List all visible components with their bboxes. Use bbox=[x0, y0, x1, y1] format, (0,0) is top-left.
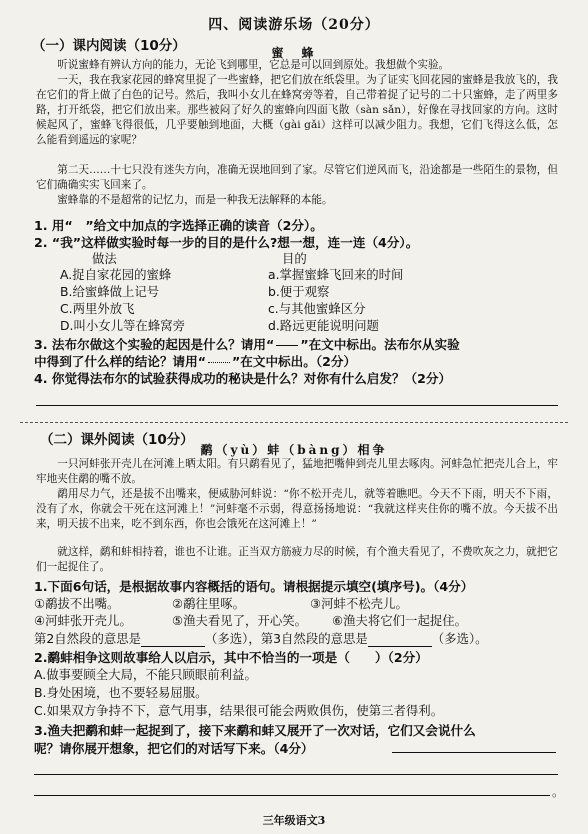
choice-c: C.如果双方争持不下，意气用事，结果很可能会两败俱伤，使第三者得利。 bbox=[34, 703, 444, 718]
passage1-para-3: 第二天……十七只没有迷失方向，准确无误地回到了家。尽管它们逆风而飞，沿途都是一些陌生的景物，但它们确确实实飞回来了。 bbox=[36, 164, 558, 191]
option-3: ③河蚌不松壳儿。 bbox=[310, 596, 408, 611]
s1-question-1: 1. 用“ ”给文中加点的字选择正确的读音（2分）。 bbox=[34, 218, 323, 233]
purpose-d[interactable]: d.路远更能说明问题 bbox=[268, 318, 379, 333]
option-4: ④河蚌张开壳儿。 bbox=[34, 613, 132, 628]
s2-question-2: 2.鹬蚌相争这则故事给人以启示，其中不恰当的一项是（ ）（2分） bbox=[34, 650, 428, 665]
section2-heading: （二）课外阅读（10分） bbox=[40, 432, 194, 448]
choice-a: A.做事要顾全大局，不能只顾眼前利益。 bbox=[34, 667, 257, 682]
s2-question-3-line-1: 3.渔夫把鹬和蚌一起捉到了，接下来鹬和蚌又展开了一次对话，它们又会说什么 bbox=[34, 723, 476, 738]
blank-paragraph-2[interactable] bbox=[141, 631, 205, 647]
s2-question-1: 1.下面6句话，是根据故事内容概括的语句。请根据提示填空(填序号)。（4分） bbox=[34, 579, 474, 594]
passage2-title: 鹬（yù）蚌（bàng）相争 bbox=[200, 443, 388, 457]
answer-line[interactable] bbox=[34, 774, 558, 775]
purpose-a[interactable]: a.掌握蜜蜂飞回来的时间 bbox=[268, 267, 404, 282]
wavy-underline-symbol bbox=[208, 362, 230, 363]
section1-heading: （一）课内阅读（10分） bbox=[32, 38, 186, 54]
answer-line[interactable] bbox=[34, 795, 550, 796]
purpose-c[interactable]: c.与其他蜜蜂区分 bbox=[268, 301, 366, 316]
method-a[interactable]: A.捉自家花园的蜜蜂 bbox=[60, 267, 172, 282]
page-footer: 三年级语文3 bbox=[262, 814, 326, 827]
section-divider bbox=[20, 422, 568, 423]
end-mark: 。 bbox=[552, 785, 565, 799]
s2-question-3-line-2: 呢？请你展开想象，把它们的对话写下来。（4分） bbox=[34, 741, 314, 756]
method-d[interactable]: D.叫小女儿等在蜂窝旁 bbox=[60, 318, 185, 333]
answer-line[interactable] bbox=[36, 405, 558, 406]
option-6: ⑥渔夫将它们一起捉住。 bbox=[332, 613, 468, 628]
passage2-para-1: 一只河蚌张开壳儿在河滩上晒太阳。有只鹬看见了，猛地把嘴伸到壳儿里去啄肉。河蚌急忙把壳儿合上，牢牢地夹住鹬的嘴不放。 bbox=[36, 458, 558, 485]
answer-line[interactable] bbox=[392, 752, 556, 753]
passage2-para-3: 就这样，鹬和蚌相持着，谁也不让谁。正当双方筋疲力尽的时候，有个渔夫看见了，不费吹灰之力，就把它们一起捉住了。 bbox=[36, 546, 558, 573]
option-2: ②鹬往里啄。 bbox=[172, 596, 246, 611]
passage1-para-1: 听说蜜蜂有辨认方向的能力，无论飞到哪里，它总是可以回到原处。我想做个实验。 bbox=[57, 59, 450, 71]
s1-question-3-line-2: 中得到了什么样的结论？请用“ ”在文中标出。（2分） bbox=[34, 354, 357, 369]
blank-paragraph-3[interactable] bbox=[368, 631, 432, 647]
method-b[interactable]: B.给蜜蜂做上记号 bbox=[60, 284, 160, 299]
purpose-b[interactable]: b.便于观察 bbox=[268, 284, 330, 299]
method-c[interactable]: C.两里外放飞 bbox=[60, 301, 135, 316]
section-title: 四、阅读游乐场（20分） bbox=[208, 17, 380, 33]
s1-question-3-line-1: 3. 法布尔做这个实验的起因是什么？请用“ ”在文中标出。法布尔从实验 bbox=[34, 337, 460, 352]
passage1-para-2: 一天，我在我家花园的蜂窝里捉了一些蜜蜂，把它们放在纸袋里。为了证实飞回花园的蜜蜂是我放飞的，我在它们的背上做了白色的记号。然后，我叫小女儿在蜂窝旁等着，自己带着捉了记号的二十只蜜蜂，走了两里多路，打开纸袋，把它们放出来。那些被闷了好久的蜜蜂向四面飞散（sàn sǎn），好像在寻找回家的方向。这时候起风了，蜜蜂飞得很低，几乎要触到地面，大概（gài gǎi）这样可以减少阻力。我想，它们飞得这么低，怎么能看到遥远的家呢？ bbox=[36, 74, 558, 146]
passage1-title: 蜜 蜂 bbox=[271, 46, 317, 60]
column-head-purposes: 目的 bbox=[282, 251, 307, 266]
straight-underline-symbol bbox=[276, 345, 298, 346]
passage1-para-4: 蜜蜂靠的不是超常的记忆力，而是一种我无法解释的本能。 bbox=[57, 194, 333, 206]
option-1: ①鹬拔不出嘴。 bbox=[34, 596, 120, 611]
column-head-methods: 做法 bbox=[92, 251, 117, 266]
s2-question-1-fill: 第2自然段的意思是 （多选），第3自然段的意思是 （多选）。 bbox=[34, 631, 488, 646]
s1-question-2: 2. “我”这样做实验时每一步的目的是什么?想一想，连一连（4分）。 bbox=[34, 235, 419, 250]
passage2-para-2: 鹬用尽力气，还是拔不出嘴来，便威胁河蚌说：“你不松开壳儿，就等着瞧吧。今天不下雨，明天不下雨，没有了水，你就会干死在这河滩上！”河蚌毫不示弱，得意扬扬地说：“我就这样夹住你的嘴不放。今天拔不出来，明天拔不出来，吃不到东西，你也会饿死在这河滩上！” bbox=[36, 488, 558, 530]
option-5: ⑤渔夫看见了，开心笑。 bbox=[172, 613, 308, 628]
s1-question-4: 4. 你觉得法布尔的试验获得成功的秘诀是什么？对你有什么启发？（2分） bbox=[34, 371, 452, 386]
choice-b: B.身处困境，也不要轻易屈服。 bbox=[34, 685, 208, 700]
